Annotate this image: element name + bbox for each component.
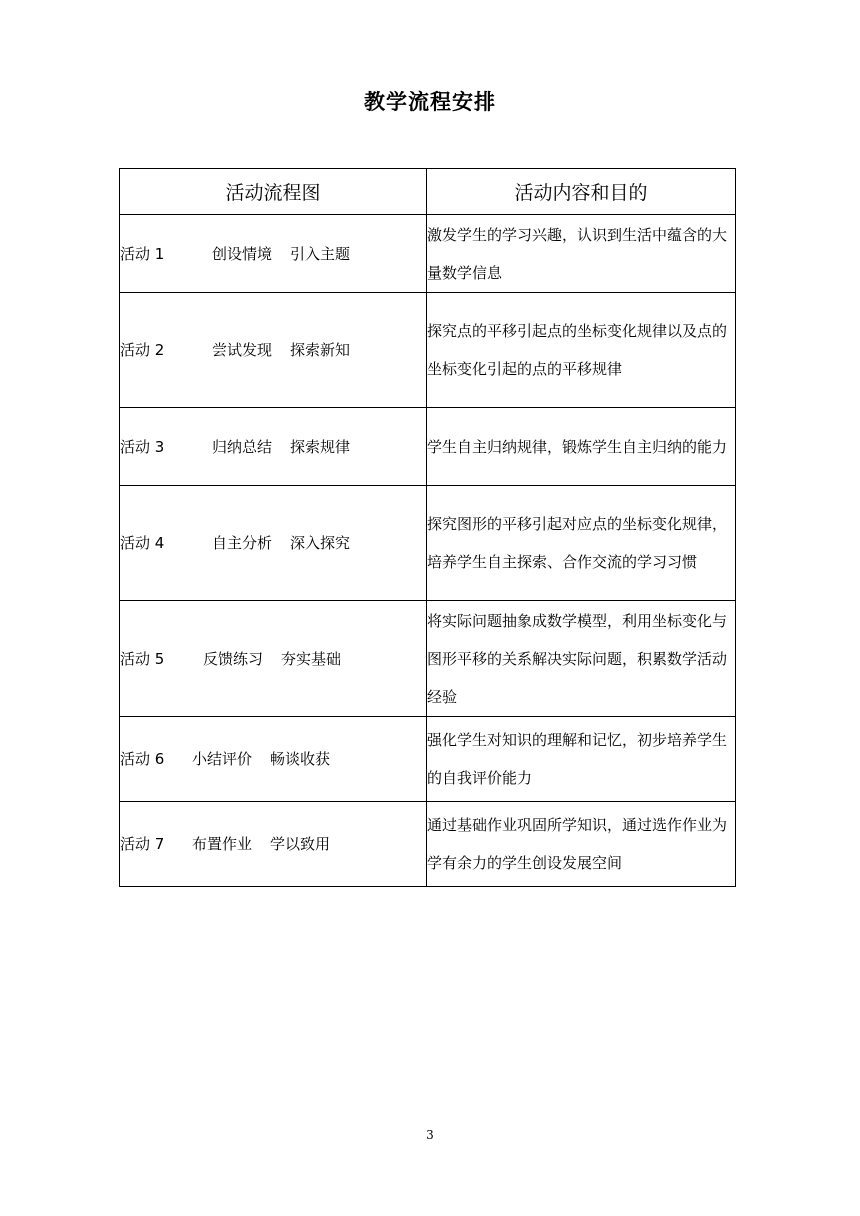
- activity-cell: [120, 486, 427, 601]
- table-row: [120, 601, 736, 717]
- content-cell: 学生自主归纳规律，锻炼学生自主归纳的能力: [427, 408, 736, 486]
- activity-name-2: 探索规律: [290, 437, 351, 456]
- activity-number: 活动 3: [120, 437, 165, 456]
- activity-name-1: 尝试发现: [212, 341, 273, 359]
- page-title: 教学流程安排: [364, 90, 496, 114]
- activity-name-1: 归纳总结: [212, 437, 273, 456]
- activity-cell: [120, 408, 427, 486]
- table-row: [120, 215, 736, 293]
- activity-name-2: 深入探究: [290, 534, 351, 552]
- activity-table: [119, 168, 736, 887]
- content-cell: 探究点的平移引起点的坐标变化规律以及点的坐标变化引起的点的平移规律: [427, 293, 736, 408]
- activity-cell: [120, 293, 427, 408]
- table-row: [120, 802, 736, 887]
- content-cell: 通过基础作业巩固所学知识，通过选作作业为学有余力的学生创设发展空间: [427, 802, 736, 887]
- activity-number: 活动 6: [120, 750, 165, 768]
- table-header-row: [120, 169, 736, 215]
- header-content: 活动内容和目的: [427, 169, 736, 215]
- activity-name-2: 夯实基础: [281, 649, 342, 668]
- header-flow: 活动流程图: [120, 169, 427, 215]
- activity-number: 活动 7: [120, 835, 165, 853]
- activity-cell: [120, 601, 427, 717]
- activity-name-1: 自主分析: [212, 534, 273, 552]
- activity-name-2: 探索新知: [290, 341, 351, 359]
- page-number: 3: [426, 1128, 434, 1142]
- content-cell: 激发学生的学习兴趣，认识到生活中蕴含的大量数学信息: [427, 215, 736, 293]
- activity-name-1: 布置作业: [192, 835, 253, 853]
- activity-name-1: 小结评价: [192, 750, 253, 768]
- content-cell: 将实际问题抽象成数学模型，利用坐标变化与图形平移的关系解决实际问题，积累数学活动经验: [427, 601, 736, 717]
- activity-number: 活动 1: [120, 244, 165, 263]
- activity-number: 活动 2: [120, 341, 165, 359]
- activity-number: 活动 5: [120, 649, 165, 668]
- table-row: [120, 486, 736, 601]
- activity-name-1: 反馈练习: [203, 649, 264, 668]
- content-cell: 探究图形的平移引起对应点的坐标变化规律，培养学生自主探索、合作交流的学习习惯: [427, 486, 736, 601]
- activity-cell: [120, 802, 427, 887]
- activity-cell: [120, 717, 427, 802]
- activity-name-1: 创设情境: [212, 244, 273, 263]
- table-row: [120, 293, 736, 408]
- activity-cell: [120, 215, 427, 293]
- activity-name-2: 学以致用: [270, 835, 331, 853]
- table-row: [120, 717, 736, 802]
- table-row: [120, 408, 736, 486]
- activity-name-2: 畅谈收获: [270, 750, 331, 768]
- content-cell: 强化学生对知识的理解和记忆，初步培养学生的自我评价能力: [427, 717, 736, 802]
- activity-name-2: 引入主题: [290, 244, 351, 263]
- activity-number: 活动 4: [120, 534, 165, 552]
